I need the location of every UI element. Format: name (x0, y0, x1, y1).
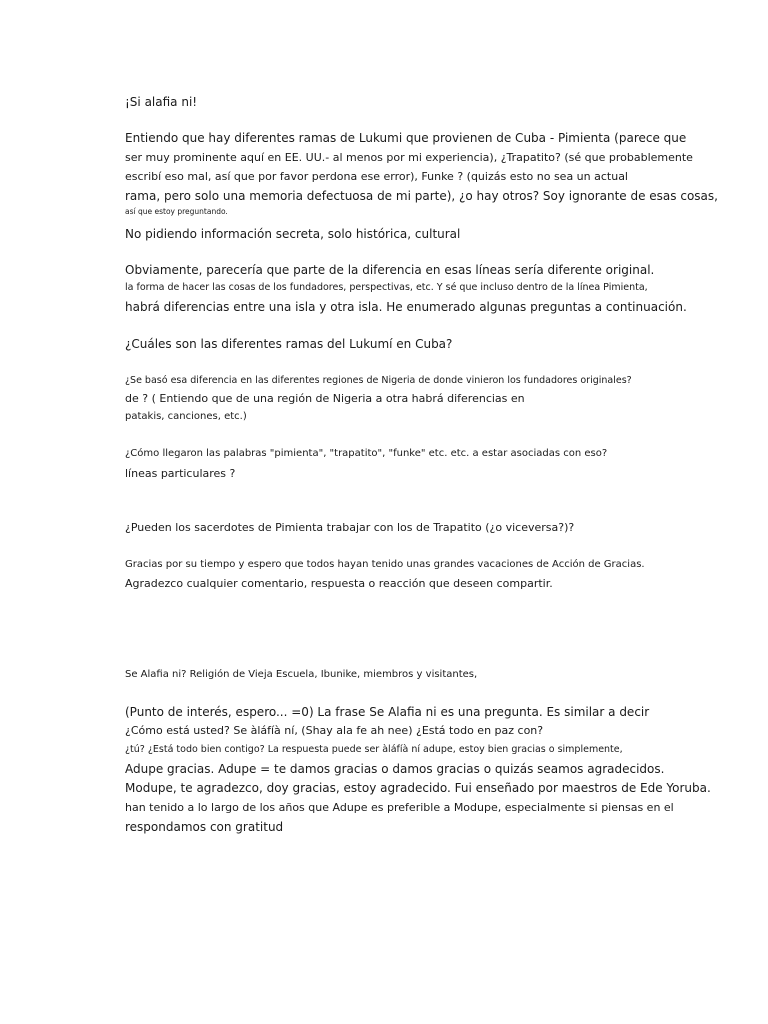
question-3-line1: ¿Cómo llegaron las palabras "pimienta", "trapatito", "funke" etc. etc. a estar asociadas con eso? (125, 448, 608, 459)
thanks-line2: Agradezco cualquier comentario, respuesta o reacción que deseen compartir. (125, 577, 553, 590)
reply-line7: respondamos con gratitud (125, 820, 284, 834)
reply-line4: Adupe gracias. Adupe = te damos gracias o damos gracias o quizás seamos agradecidos. (125, 762, 665, 776)
para2-line1: Obviamente, parecería que parte de la diferencia en esas líneas sería diferente original. (125, 263, 655, 277)
para1-line2: ser muy prominente aquí en EE. UU.- al menos por mi experiencia), ¿Trapatito? (sé que probablemente (125, 151, 693, 164)
reply-line3: ¿tú? ¿Está todo bien contigo? La respuesta puede ser àláfíà ní adupe, estoy bien gracias o simplemente, (125, 744, 623, 755)
reply-line2: ¿Cómo está usted? Se àláfíà ní, (Shay ala fe ah nee) ¿Está todo en paz con? (125, 724, 544, 737)
question-1: ¿Cuáles son las diferentes ramas del Lukumí en Cuba? (125, 337, 453, 351)
reply-line6: han tenido a lo largo de los años que Adupe es preferible a Modupe, especialmente si piensas en el (125, 801, 674, 814)
para1-line4: rama, pero solo una memoria defectuosa de mi parte), ¿o hay otros? Soy ignorante de esas cosas, (125, 189, 718, 203)
question-2-line3: patakis, canciones, etc.) (125, 411, 247, 422)
question-2-line1: ¿Se basó esa diferencia en las diferentes regiones de Nigeria de donde vinieron los fundadores originales? (125, 375, 632, 386)
para2-line2: la forma de hacer las cosas de los fundadores, perspectivas, etc. Y sé que incluso dentro de la línea Pimienta, (125, 282, 648, 293)
question-4: ¿Pueden los sacerdotes de Pimienta trabajar con los de Trapatito (¿o viceversa?)? (125, 521, 575, 534)
greeting: ¡Si alafia ni! (125, 95, 198, 109)
para1-line3: escribí eso mal, así que por favor perdona ese error), Funke ? (quizás esto no sea un actual (125, 170, 628, 183)
reply-line1: (Punto de interés, espero... =0) La frase Se Alafia ni es una pregunta. Es similar a decir (125, 705, 650, 719)
question-3-line2: líneas particulares ? (125, 467, 236, 480)
reply-heading: Se Alafia ni? Religión de Vieja Escuela, Ibunike, miembros y visitantes, (125, 669, 478, 680)
question-2-line2: de ? ( Entiendo que de una región de Nigeria a otra habrá diferencias en (125, 392, 525, 405)
reply-line5: Modupe, te agradezco, doy gracias, estoy agradecido. Fui enseñado por maestros de Ede Yoruba. (125, 781, 711, 795)
para1-line6: No pidiendo información secreta, solo histórica, cultural (125, 227, 461, 241)
thanks-line1: Gracias por su tiempo y espero que todos hayan tenido unas grandes vacaciones de Acción de Gracias. (125, 559, 645, 570)
para2-line3: habrá diferencias entre una isla y otra isla. He enumerado algunas preguntas a continuación. (125, 300, 687, 314)
para1-line5: así que estoy preguntando. (125, 207, 228, 216)
para1-line1: Entiendo que hay diferentes ramas de Lukumi que provienen de Cuba - Pimienta (parece que (125, 131, 687, 145)
